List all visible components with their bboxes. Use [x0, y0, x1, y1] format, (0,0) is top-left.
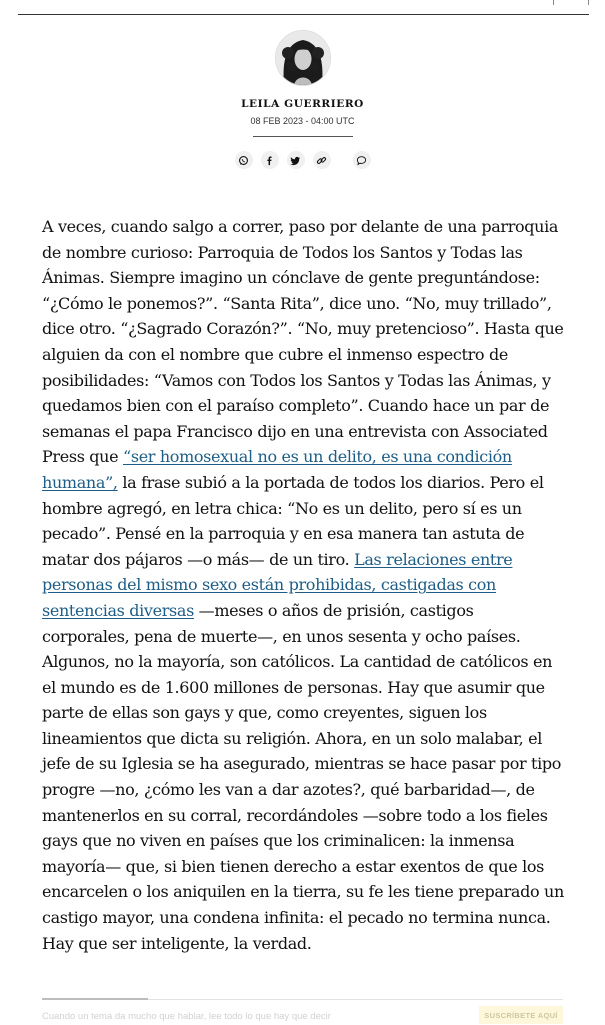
share-bar [0, 151, 605, 169]
article-text: la frase subió a la portada de todos los diarios. Pero el hombre agregó, en letra chica: “No es un delito, pero sí es un pecado”. Pensé en la parroquia y en esa manera tan astuta de matar dos pájaros —o más— de un tiro. [42, 472, 544, 569]
article-text: —meses o años de prisión, castigos corporales, pena de muerte—, en unos sesenta y ocho países. Algunos, no la mayoría, son católicos. La cantidad de católicos en el mundo es de 1.600 millones de personas. Hay que asumir que parte de ellas son gays y que, como creyentes, siguen los lineamientos que dicta su religión. Ahora, en un solo malabar, el jefe de su Iglesia se ha asegurado, mientras se hace pasar por tipo progre —no, ¿cómo les van a dar azotes?, qué barbaridad—, de mantenerlos en su corral, recordándoles —sobre todo a los fieles gays que no viven en países que los criminalicen: la inmensa mayoría— que, si bien tienen derecho a estar exentos de que los encarcelen o los aniquilen en la tierra, su fe les tiene preparado un castigo mayor, una condena infinita: el pecado no termina nunca. Hay que ser inteligente, la verdad. [42, 600, 564, 953]
article-body [42, 214, 565, 956]
publish-date: 08 FEB 2023 - 04:00 UTC [250, 116, 355, 126]
subscribe-button[interactable]: SUSCRÍBETE AQUÍ [479, 1006, 563, 1024]
reading-progress [42, 998, 148, 1000]
comment-icon[interactable] [353, 151, 371, 169]
twitter-icon[interactable] [287, 151, 305, 169]
link-ser-homosexual[interactable]: “ser homosexual no es un delito, es una condición humana”, [42, 447, 512, 492]
whatsapp-icon[interactable] [235, 151, 253, 169]
author-block [0, 30, 605, 169]
author-divider [253, 136, 353, 137]
author-name[interactable]: LEILA GUERRIERO [241, 98, 364, 110]
banner-text: Cuando un tema da mucho que hablar, lee todo lo que hay que decir [42, 1011, 331, 1022]
author-avatar[interactable] [275, 30, 331, 86]
header-controls [539, 0, 589, 12]
article-text: A veces, cuando salgo a correr, paso por delante de una parroquia de nombre curioso: Parroquia de Todos los Santos y Todas las Ánimas. Siempre imagino un cónclave de gente preguntándose: “¿Cómo le ponemos?”. “Santa Rita”, dice uno. “No, muy trillado”, dice otro. “¿Sagrado Corazón?”. “No, muy pretencioso”. Hasta que alguien da con el nombre que cubre el inmenso espectro de posibilidades: “Vamos con Todos los Santos y Todas las Ánimas, y quedamos bien con el paraíso completo”. Cuando hace un par de semanas el papa Francisco dijo en una entrevista con Associated Press que [42, 217, 564, 467]
facebook-icon[interactable] [261, 151, 279, 169]
subscription-banner [42, 999, 563, 1025]
article-paragraph [42, 214, 565, 956]
top-divider [18, 14, 589, 15]
link-relaciones-prohibidas[interactable]: Las relaciones entre personas del mismo sexo están prohibidas, castigadas con sentencias diversas [42, 549, 513, 620]
link-icon[interactable] [313, 151, 331, 169]
